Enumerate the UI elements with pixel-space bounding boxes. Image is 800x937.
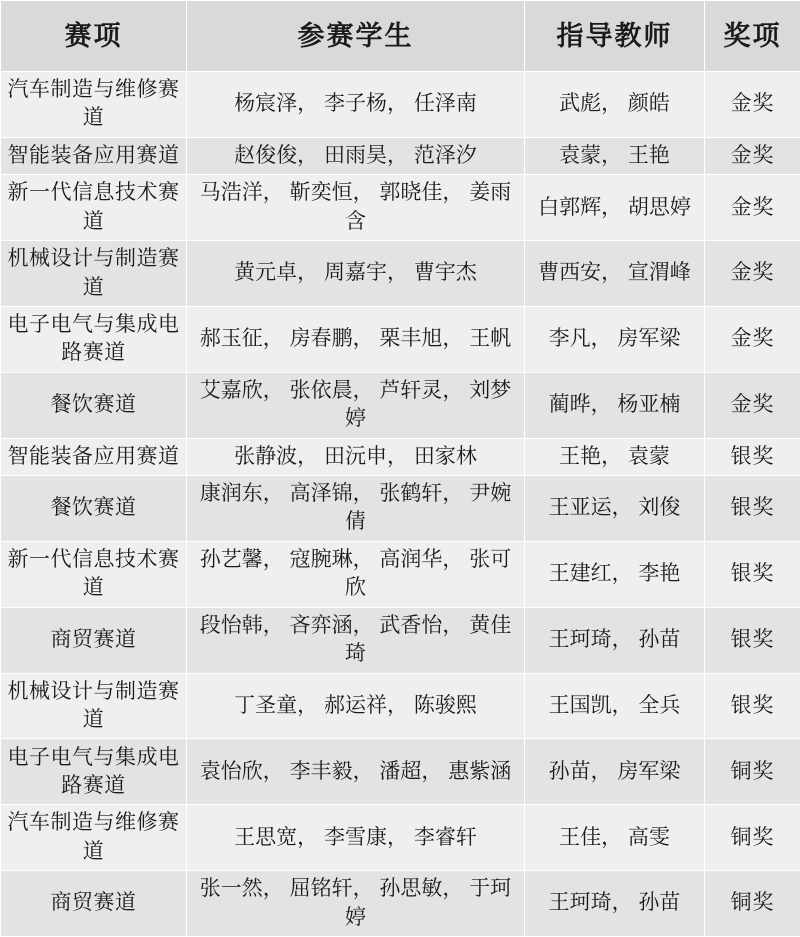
cell-award: 银奖 xyxy=(705,476,800,542)
table-row xyxy=(1,241,800,307)
cell-award: 金奖 xyxy=(705,241,800,307)
cell-track: 商贸赛道 xyxy=(1,871,187,937)
cell-teachers: 王珂琦， 孙苗 xyxy=(525,871,705,937)
table-row xyxy=(1,476,800,542)
cell-award: 铜奖 xyxy=(705,871,800,937)
table-row xyxy=(1,438,800,475)
cell-students: 袁怡欣， 李丰毅， 潘超， 惠紫涵 xyxy=(187,739,525,805)
cell-award: 银奖 xyxy=(705,673,800,739)
cell-students: 张静波， 田沅申， 田家林 xyxy=(187,438,525,475)
cell-track: 智能装备应用赛道 xyxy=(1,137,187,174)
header-teacher: 指导教师 xyxy=(525,1,705,72)
cell-teachers: 王艳， 袁蒙 xyxy=(525,438,705,475)
table-row xyxy=(1,805,800,871)
header-track: 赛项 xyxy=(1,1,187,72)
table-row xyxy=(1,175,800,241)
cell-award: 铜奖 xyxy=(705,805,800,871)
cell-award: 铜奖 xyxy=(705,739,800,805)
cell-teachers: 李凡， 房军梁 xyxy=(525,306,705,372)
cell-award: 金奖 xyxy=(705,175,800,241)
cell-track: 新一代信息技术赛道 xyxy=(1,541,187,607)
cell-students: 杨宸泽， 李子杨， 任泽南 xyxy=(187,72,525,138)
cell-students: 赵俊俊， 田雨昊， 范泽汐 xyxy=(187,137,525,174)
cell-students: 段怡韩， 吝弈涵， 武香怡， 黄佳琦 xyxy=(187,607,525,673)
cell-teachers: 王建红， 李艳 xyxy=(525,541,705,607)
cell-award: 银奖 xyxy=(705,607,800,673)
header-students: 参赛学生 xyxy=(187,1,525,72)
cell-track: 餐饮赛道 xyxy=(1,476,187,542)
cell-teachers: 白郭辉， 胡思婷 xyxy=(525,175,705,241)
cell-students: 王思宽， 李雪康， 李睿轩 xyxy=(187,805,525,871)
cell-students: 艾嘉欣， 张依晨， 芦轩灵， 刘梦婷 xyxy=(187,372,525,438)
cell-teachers: 王国凯， 全兵 xyxy=(525,673,705,739)
cell-track: 商贸赛道 xyxy=(1,607,187,673)
cell-award: 金奖 xyxy=(705,306,800,372)
table-row xyxy=(1,871,800,937)
cell-students: 郝玉征， 房春鹏， 栗丰旭， 王帆 xyxy=(187,306,525,372)
cell-teachers: 王亚运， 刘俊 xyxy=(525,476,705,542)
cell-students: 丁圣童， 郝运祥， 陈骏熙 xyxy=(187,673,525,739)
cell-teachers: 孙苗， 房军梁 xyxy=(525,739,705,805)
header-award: 奖项 xyxy=(705,1,800,72)
table-body xyxy=(1,72,800,937)
cell-students: 黄元卓， 周嘉宇， 曹宇杰 xyxy=(187,241,525,307)
table-row xyxy=(1,541,800,607)
cell-students: 康润东， 高泽锦， 张鹤轩， 尹婉倩 xyxy=(187,476,525,542)
cell-track: 新一代信息技术赛道 xyxy=(1,175,187,241)
cell-track: 机械设计与制造赛道 xyxy=(1,241,187,307)
cell-track: 电子电气与集成电路赛道 xyxy=(1,306,187,372)
cell-students: 马浩洋， 靳奕恒， 郭晓佳， 姜雨含 xyxy=(187,175,525,241)
cell-track: 机械设计与制造赛道 xyxy=(1,673,187,739)
cell-teachers: 王佳， 高雯 xyxy=(525,805,705,871)
cell-track: 汽车制造与维修赛道 xyxy=(1,805,187,871)
cell-teachers: 蔺晔， 杨亚楠 xyxy=(525,372,705,438)
table-header xyxy=(1,1,800,72)
table-row xyxy=(1,306,800,372)
cell-teachers: 武彪， 颜皓 xyxy=(525,72,705,138)
cell-track: 电子电气与集成电路赛道 xyxy=(1,739,187,805)
cell-award: 金奖 xyxy=(705,137,800,174)
table-row xyxy=(1,673,800,739)
cell-award: 金奖 xyxy=(705,72,800,138)
cell-teachers: 袁蒙， 王艳 xyxy=(525,137,705,174)
table-row xyxy=(1,739,800,805)
table-row xyxy=(1,72,800,138)
cell-track: 汽车制造与维修赛道 xyxy=(1,72,187,138)
cell-award: 银奖 xyxy=(705,541,800,607)
cell-students: 孙艺馨， 寇腕琳， 高润华， 张可欣 xyxy=(187,541,525,607)
table-row xyxy=(1,607,800,673)
cell-teachers: 王珂琦， 孙苗 xyxy=(525,607,705,673)
table-header-row xyxy=(1,1,800,72)
cell-track: 智能装备应用赛道 xyxy=(1,438,187,475)
table-row xyxy=(1,372,800,438)
cell-award: 银奖 xyxy=(705,438,800,475)
cell-track: 餐饮赛道 xyxy=(1,372,187,438)
cell-teachers: 曹西安， 宣渭峰 xyxy=(525,241,705,307)
cell-students: 张一然， 屈铭轩， 孙思敏， 于珂婷 xyxy=(187,871,525,937)
table-row xyxy=(1,137,800,174)
cell-award: 金奖 xyxy=(705,372,800,438)
